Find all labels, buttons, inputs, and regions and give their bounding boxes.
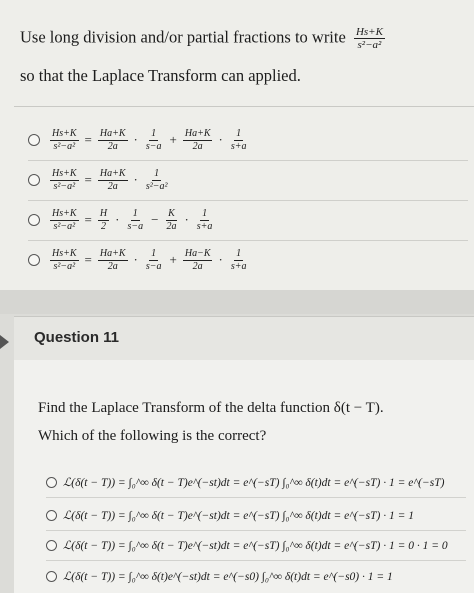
answer-option-c[interactable] [46, 533, 448, 557]
answer-option-c[interactable]: $\frac{Hs+K}{\text{s²−a²}}$ = $\frac{H}{2}$ · $\frac{1}{s-a}$ − $\frac{K}{2a}$ · $\frac{1}{s+a}$ [28, 204, 214, 236]
divider [46, 530, 466, 531]
radio-button[interactable] [46, 540, 57, 551]
prompt-fraction: $\frac{Hs+K}{\text{s²−a²}}$ [355, 26, 383, 52]
question-11-prompt: Find the Laplace Transform of the delta function δ(t − T). [38, 400, 384, 416]
divider [14, 106, 474, 107]
prompt-text: Use long division and/or partial fractions to write [20, 27, 346, 47]
answer-text: ℒ(δ(t − T)) = ∫₀^∞ δ(t − T)e^(−st)dt = e^(−sT) ∫₀^∞ δ(t)dt = e^(−sT) · 1 = 1 [63, 510, 414, 522]
answer-option-d[interactable]: $\frac{Hs+K}{\text{s²−a²}}$ = $\frac{Ha+K}{2a}$ · $\frac{1}{s-a}$ + $\frac{Ha-K}{2a}$ · $\frac{1}{s+a}$ [28, 244, 248, 276]
question-11-header [14, 316, 474, 362]
answer-option-a[interactable]: $\frac{Hs+K}{\text{s²−a²}}$ = $\frac{Ha+K}{2a}$ · $\frac{1}{s-a}$ + $\frac{Ha+K}{2a}$ · $\frac{1}{s+a}$ [28, 124, 248, 156]
current-question-arrow-icon [0, 335, 9, 349]
radio-button[interactable] [46, 510, 57, 521]
divider [46, 497, 466, 498]
radio-button[interactable] [46, 571, 57, 582]
separator [0, 290, 474, 314]
radio-button[interactable] [28, 174, 40, 186]
divider [46, 560, 466, 561]
divider [28, 160, 468, 161]
radio-button[interactable] [28, 254, 40, 266]
answer-text: ℒ(δ(t − T)) = ∫₀^∞ δ(t − T)e^(−st)dt = e^(−sT) ∫₀^∞ δ(t)dt = e^(−sT) · 1 = e^(−sT) [63, 477, 445, 489]
answer-option-a[interactable] [46, 470, 444, 494]
answer-text: ℒ(δ(t − T)) = ∫₀^∞ δ(t − T)e^(−st)dt = e^(−sT) ∫₀^∞ δ(t)dt = e^(−sT) · 1 = 0 · 1 = 0 [63, 540, 448, 552]
question-10-prompt [20, 26, 460, 51]
question-title: Question 11 [34, 329, 120, 346]
question-11-subprompt: Which of the following is the correct? [38, 428, 267, 444]
divider [28, 240, 468, 241]
radio-button[interactable] [46, 477, 57, 488]
divider [28, 200, 468, 201]
answer-text: ℒ(δ(t − T)) = ∫₀^∞ δ(t)e^(−st)dt = e^(−s0) ∫₀^∞ δ(t)dt = e^(−s0) · 1 = 1 [63, 571, 393, 583]
answer-option-b[interactable] [46, 503, 414, 527]
radio-button[interactable] [28, 214, 40, 226]
prompt-text-line2: so that the Laplace Transform can applied. [20, 66, 301, 85]
radio-button[interactable] [28, 134, 40, 146]
answer-option-b[interactable]: $\frac{Hs+K}{\text{s²−a²}}$ = $\frac{Ha+K}{2a}$ · $\frac{1}{\text{s²−a²}}$ [28, 164, 170, 196]
answer-option-d[interactable] [46, 564, 393, 588]
